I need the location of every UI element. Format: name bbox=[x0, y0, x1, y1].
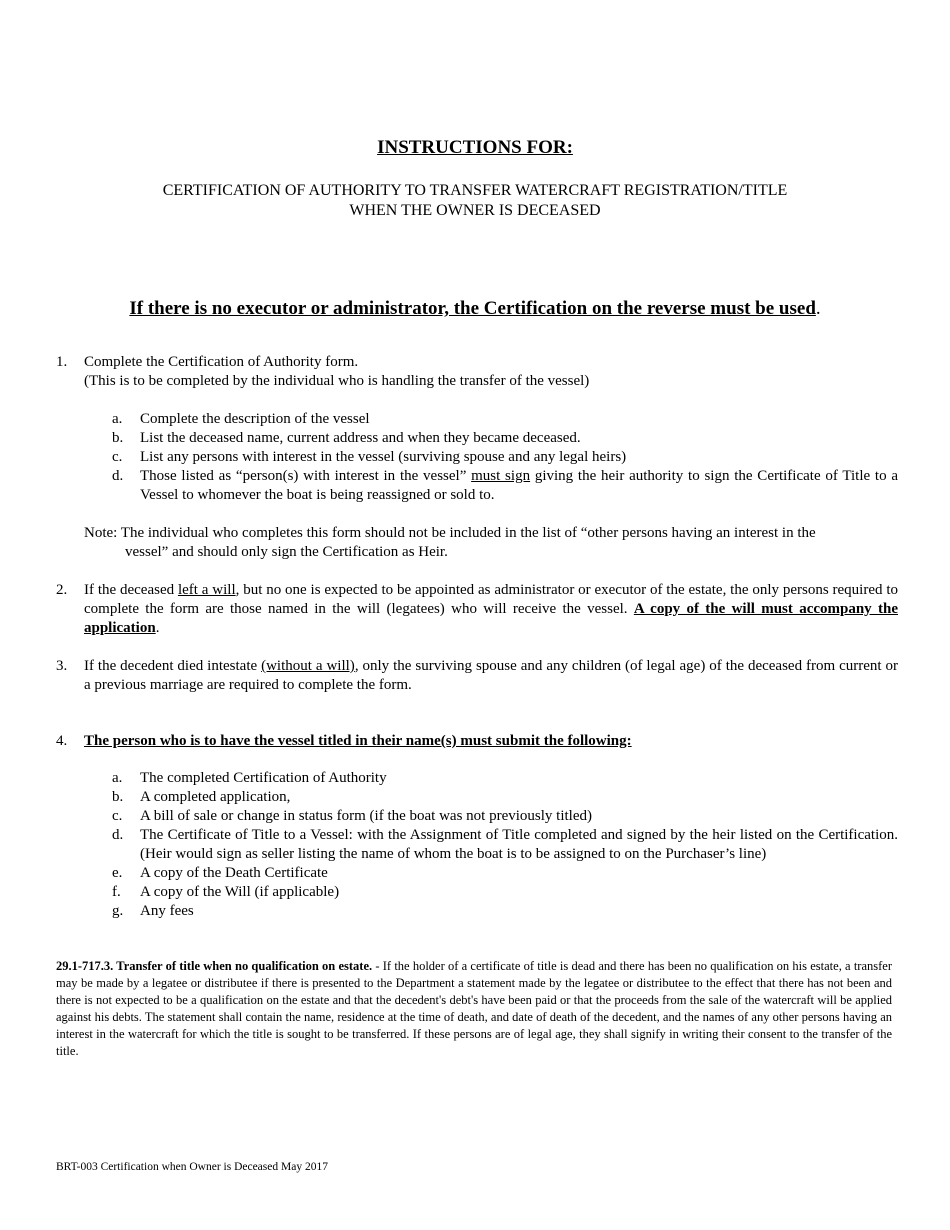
will-copy-requirement: A copy of the will must accompany the application bbox=[84, 601, 898, 636]
headline-period: . bbox=[815, 298, 821, 319]
sub-item-text: Complete the description of the vessel bbox=[140, 411, 370, 427]
item-3-text-pre: If the decedent died intestate bbox=[84, 658, 262, 674]
sub-item-4e bbox=[112, 864, 898, 883]
sub-item-4g bbox=[112, 902, 898, 921]
note-line-2: vessel” and should only sign the Certification as Heir. bbox=[125, 544, 448, 560]
sub-item-letter: b. bbox=[112, 430, 124, 446]
sub-item-letter: e. bbox=[112, 865, 123, 881]
note-line-1: Note: The individual who completes this form should not be included in the list of “other persons having an interest in the bbox=[84, 525, 816, 541]
item-number: 2. bbox=[56, 582, 68, 598]
sub-item-1d bbox=[112, 467, 898, 505]
form-footer: BRT-003 Certification when Owner is Deceased May 2017 bbox=[56, 1161, 328, 1173]
sub-item-1b bbox=[112, 429, 898, 448]
sub-item-letter: d. bbox=[112, 468, 124, 484]
sub-item-text: A copy of the Death Certificate bbox=[140, 865, 328, 881]
sub-item-4a bbox=[112, 769, 898, 788]
sub-item-letter: d. bbox=[112, 827, 124, 843]
sub-item-letter: f. bbox=[112, 884, 121, 900]
statute-text: - If the holder of a certificate of title is dead and there has been no qualification on his estate, a transfer may be made by a legatee or distributee if there is presented to the Department a statement made by the legatee or distributee to the effect that there has not been and there is not expected to be a qualification on the estate and that the decedent's debt's have been paid or that the proceeds from the sale of the watercraft will be applied against his debts. The statement shall contain the name, residence at the time of death, and date of death of the decedent, and the names of any other persons having an interest in the watercraft for which the title is sought to be transferred. If these persons are of legal age, they shall signify in writing their consent to the transfer of the title. bbox=[56, 959, 893, 1058]
sub-item-letter: g. bbox=[112, 903, 124, 919]
headline-notice bbox=[0, 299, 950, 318]
sub-item-text bbox=[140, 467, 898, 505]
note-paragraph bbox=[84, 524, 888, 562]
sub-item-text: The completed Certification of Authority bbox=[140, 770, 387, 786]
item-number: 3. bbox=[56, 658, 68, 674]
statute-excerpt bbox=[56, 958, 892, 1060]
item-2-text-mid: , but no one is expected to be appointed as administrator or executor of the estate, the only persons required to complete the form are those named in the will (legatees) who will receive the vessel. bbox=[84, 582, 898, 617]
statute-heading: 29.1-717.3. Transfer of title when no qualification on estate. bbox=[56, 959, 373, 973]
sub-item-4c bbox=[112, 807, 898, 826]
item-1-line-1: Complete the Certification of Authority form. bbox=[84, 354, 359, 370]
sub-item-text: List the deceased name, current address and when they became deceased. bbox=[140, 430, 581, 446]
sub-item-letter: a. bbox=[112, 770, 123, 786]
sub-item-text: A completed application, bbox=[140, 789, 291, 805]
without-a-will-emphasis: (without a will) bbox=[261, 658, 355, 674]
sub-item-4b bbox=[112, 788, 898, 807]
left-a-will-emphasis: left a will bbox=[177, 582, 236, 598]
sub-item-text: A bill of sale or change in status form (if the boat was not previously titled) bbox=[140, 808, 592, 824]
sub-item-text-post: giving the heir authority to sign the Certificate of Title to a Vessel to whomever the boat is being reassigned or sold to. bbox=[140, 468, 898, 503]
sub-item-text-pre: Those listed as “person(s) with interest in the vessel” bbox=[140, 468, 472, 484]
instruction-item-3 bbox=[56, 657, 898, 695]
instruction-item-2 bbox=[56, 581, 898, 638]
sub-item-4d bbox=[112, 826, 898, 864]
page-subtitle bbox=[0, 181, 950, 221]
sub-item-1a bbox=[112, 410, 898, 429]
item-number: 1. bbox=[56, 354, 68, 370]
subtitle-line-2: WHEN THE OWNER IS DECEASED bbox=[349, 202, 601, 219]
headline-text: If there is no executor or administrator, the Certification on the reverse must be used bbox=[129, 298, 816, 319]
instruction-item-1 bbox=[56, 353, 898, 391]
item-4-heading: The person who is to have the vessel titled in their name(s) must submit the following: bbox=[84, 733, 632, 749]
sub-item-text: A copy of the Will (if applicable) bbox=[140, 884, 340, 900]
item-2-text-pre: If the deceased bbox=[84, 582, 178, 598]
sub-item-4f bbox=[112, 883, 898, 902]
sub-item-text: The Certificate of Title to a Vessel: with the Assignment of Title completed and signed by the heir listed on the Certification. (Heir would sign as seller listing the name of whom the boat is to be assigned to on the Purchaser’s line) bbox=[140, 827, 898, 862]
sub-item-letter: c. bbox=[112, 449, 123, 465]
sub-item-letter: b. bbox=[112, 789, 124, 805]
item-number: 4. bbox=[56, 733, 68, 749]
page-title: INSTRUCTIONS FOR: bbox=[377, 137, 573, 158]
sub-item-letter: c. bbox=[112, 808, 123, 824]
instruction-item-4 bbox=[56, 732, 898, 751]
must-sign-emphasis: must sign bbox=[471, 468, 531, 484]
item-3-text-post: , only the surviving spouse and any children (of legal age) of the deceased from current or a previous marriage are required to complete the form. bbox=[84, 658, 899, 693]
sub-item-1c bbox=[112, 448, 898, 467]
item-2-text-post: . bbox=[155, 620, 160, 636]
sub-item-text: List any persons with interest in the vessel (surviving spouse and any legal heirs) bbox=[140, 449, 627, 465]
item-1-line-2: (This is to be completed by the individual who is handling the transfer of the vessel) bbox=[84, 373, 590, 389]
sub-item-letter: a. bbox=[112, 411, 123, 427]
subtitle-line-1: CERTIFICATION OF AUTHORITY TO TRANSFER WATERCRAFT REGISTRATION/TITLE bbox=[162, 182, 788, 199]
sub-item-text: Any fees bbox=[140, 903, 194, 919]
